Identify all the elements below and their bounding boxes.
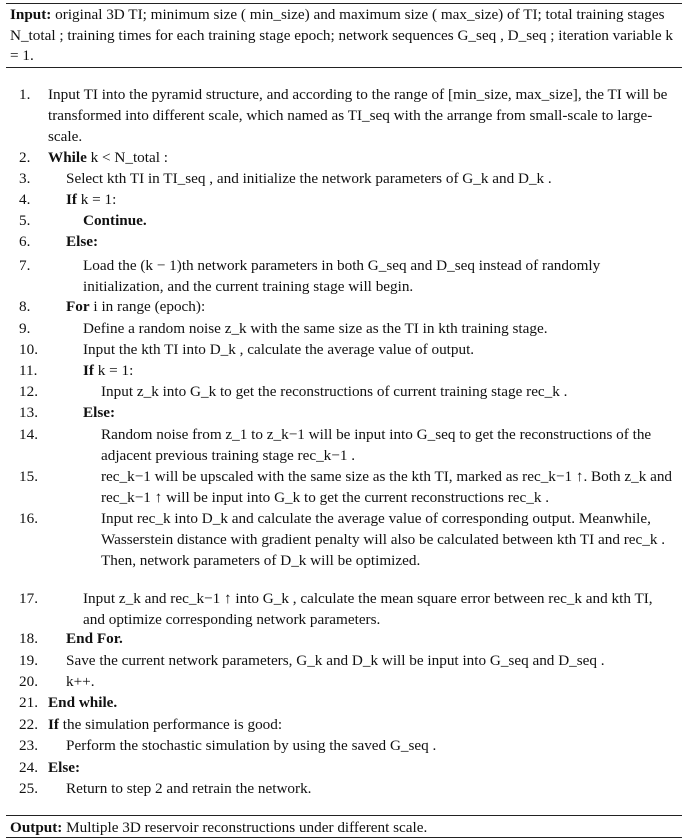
output-text: Multiple 3D reservoir reconstructions under different scale. (62, 819, 428, 836)
step-text: Select kth TI in TI_seq , and initialize the network parameters of G_k and D_k . (66, 170, 552, 187)
step-text: Input z_k into G_k to get the reconstructions of current training stage rec_k . (101, 383, 568, 400)
step-text: Perform the stochastic simulation by using the saved G_seq . (66, 737, 437, 754)
step-number: 15. (19, 468, 38, 485)
step-number: 16. (19, 510, 38, 527)
step-number: 8. (19, 298, 31, 315)
step-number: 20. (19, 673, 38, 690)
top-rule (6, 3, 682, 4)
step-number: 11. (19, 362, 38, 379)
step-text: k++. (66, 673, 95, 690)
step-number: 12. (19, 383, 38, 400)
input-label: Input: (10, 6, 52, 23)
step-number: 14. (19, 426, 38, 443)
step-text: Input the kth TI into D_k , calculate the average value of output. (83, 341, 475, 358)
step-number: 13. (19, 404, 38, 421)
step-text: If the simulation performance is good: (48, 716, 283, 733)
step-text: Input z_k and rec_k−1 ↑ into G_k , calculate the mean square error between rec_k and kth TI, and optimize corresponding network parameters. (83, 590, 653, 628)
step-number: 1. (19, 86, 31, 103)
step-number: 24. (19, 759, 38, 776)
step-text: rec_k−1 will be upscaled with the same size as the kth TI, marked as rec_k−1 ↑. Both z_k and rec_k−1 ↑ will be input into G_k to get the current reconstructions rec_k . (101, 468, 673, 506)
step-number: 2. (19, 149, 31, 166)
step-text: Input TI into the pyramid structure, and according to the range of [min_size, max_size], the TI will be transformed into different scale, which named as TI_seq with the arrange from small-scale to large-scale. (48, 86, 668, 145)
step-text: Return to step 2 and retrain the network. (66, 780, 312, 797)
step-text: Define a random noise z_k with the same size as the TI in kth training stage. (83, 320, 548, 337)
step-text: Load the (k − 1)th network parameters in both G_seq and D_seq instead of randomly initialization, and the current training stage will begin. (83, 257, 601, 295)
step-number: 25. (19, 780, 38, 797)
output-separator (6, 815, 682, 816)
step-number: 23. (19, 737, 38, 754)
step-number: 22. (19, 716, 38, 733)
step-number: 3. (19, 170, 31, 187)
step-number: 6. (19, 233, 31, 250)
step-number: 18. (19, 630, 38, 647)
step-number: 7. (19, 257, 31, 274)
step-text: If k = 1: (66, 191, 117, 208)
step-text: For i in range (epoch): (66, 298, 206, 315)
step-number: 19. (19, 652, 38, 669)
input-text: original 3D TI; minimum size ( min_size) and maximum size ( max_size) of TI; total training stages N_total ; training times for each training stage epoch; network sequences G_seq , D_seq ; iteration variable k = 1. (10, 6, 673, 64)
step-text: Else: (48, 759, 81, 776)
step-text: Continue. (83, 212, 147, 229)
step-text: End while. (48, 694, 118, 711)
output-section (10, 818, 678, 838)
step-text: While k < N_total : (48, 149, 168, 166)
algorithm-box (6, 0, 682, 840)
step-number: 10. (19, 341, 38, 358)
step-text: End For. (66, 630, 123, 647)
step-text: Save the current network parameters, G_k and D_k will be input into G_seq and D_seq . (66, 652, 605, 669)
output-label: Output: (10, 819, 63, 836)
step-number: 9. (19, 320, 31, 337)
step-number: 5. (19, 212, 31, 229)
bottom-rule (6, 837, 682, 838)
step-text: Input rec_k into D_k and calculate the average value of corresponding output. Meanwhile, Wasserstein distance with gradient penalty will also be calculated between kth TI and rec_k . Then, network parameters of D_k will be optimized. (101, 510, 666, 569)
step-text: Else: (66, 233, 99, 250)
input-section (10, 5, 678, 67)
input-separator (6, 67, 682, 68)
step-number: 17. (19, 590, 38, 607)
step-text: Else: (83, 404, 116, 421)
step-number: 4. (19, 191, 31, 208)
step-text: Random noise from z_1 to z_k−1 will be input into G_seq to get the reconstructions of the adjacent previous training stage rec_k−1 . (101, 426, 652, 464)
step-text: If k = 1: (83, 362, 134, 379)
step-number: 21. (19, 694, 38, 711)
